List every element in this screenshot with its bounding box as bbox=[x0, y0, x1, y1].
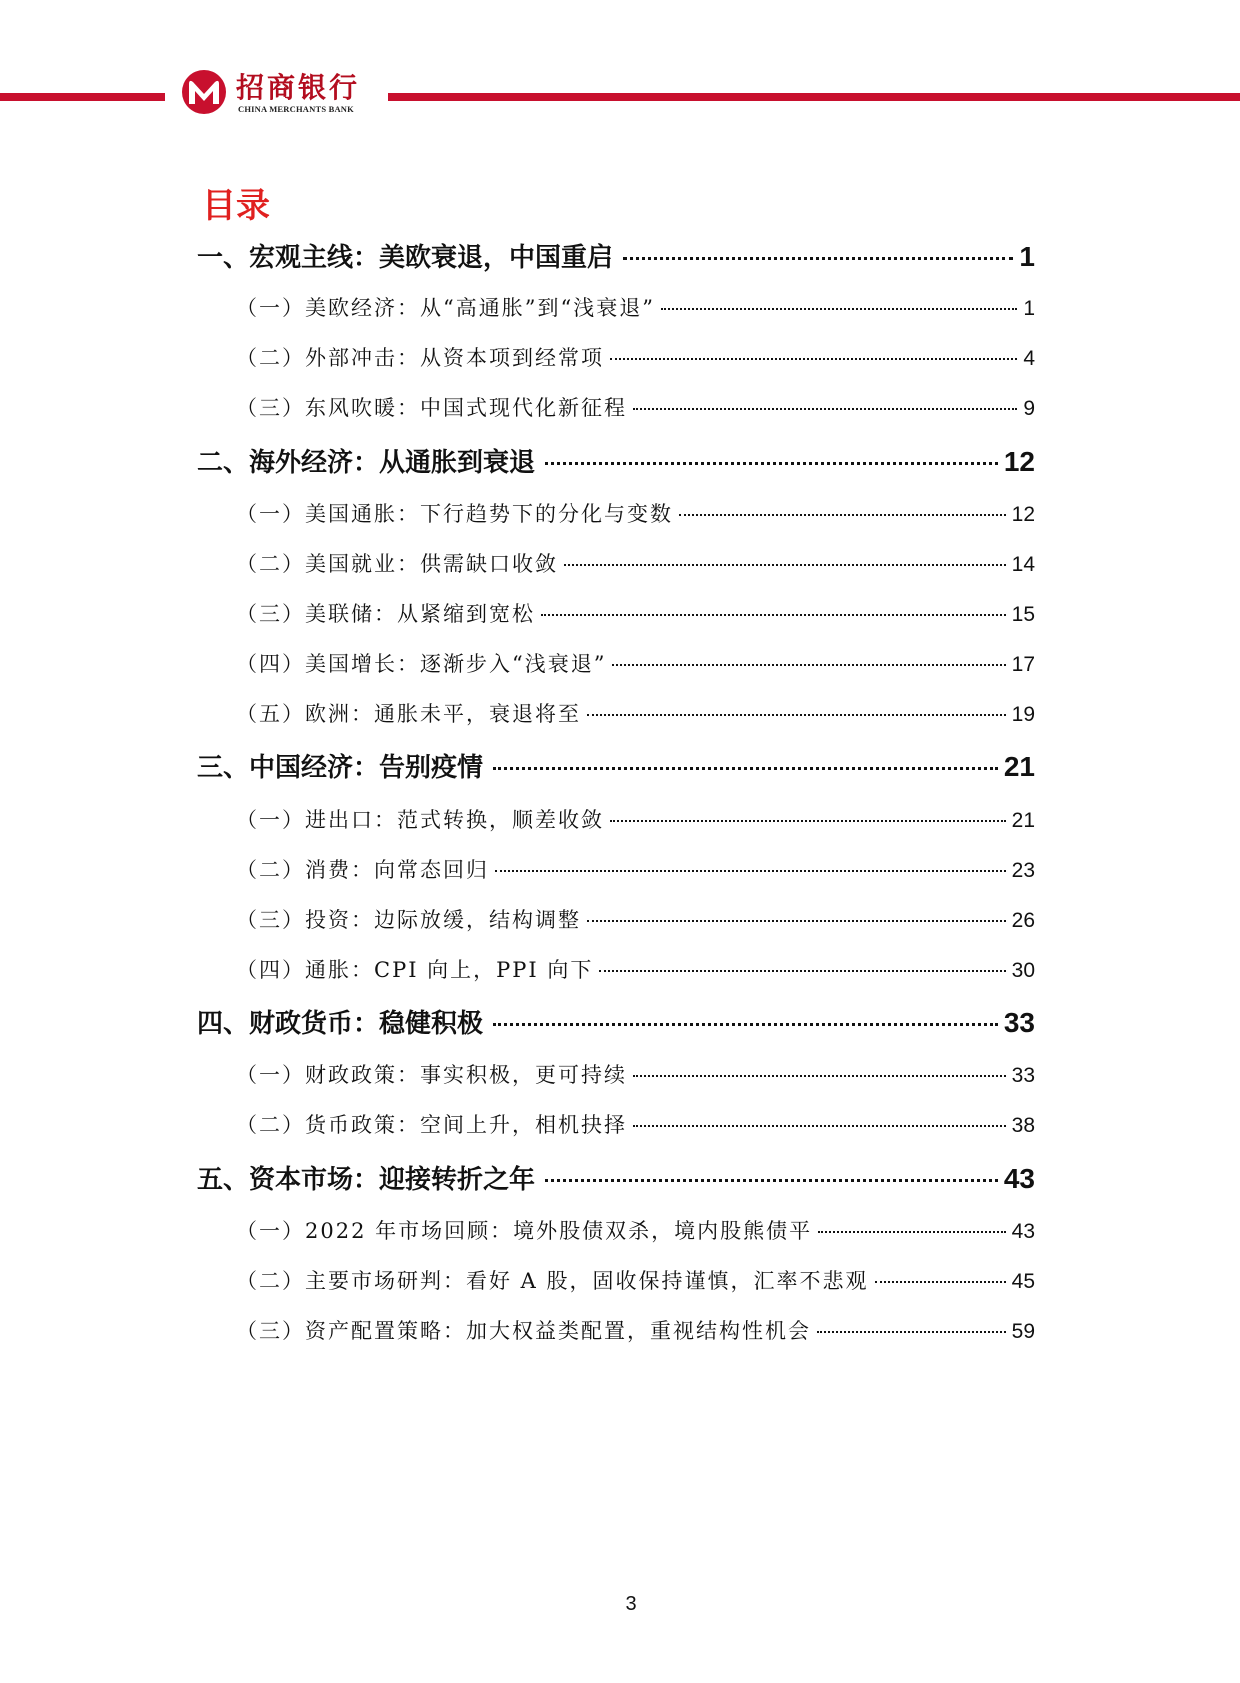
toc-entry-level2[interactable] bbox=[236, 854, 1035, 884]
toc-entry-level1[interactable] bbox=[197, 747, 1035, 781]
toc-entry-page: 23 bbox=[1011, 859, 1035, 882]
toc-entry-label: （三）美联储：从紧缩到宽松 bbox=[236, 602, 535, 626]
toc-entry-label: （一）2022 年市场回顾：境外股债双杀，境内股熊债平 bbox=[236, 1219, 813, 1243]
toc-entry-page: 43 bbox=[1003, 1163, 1035, 1194]
dot-leader bbox=[493, 767, 998, 770]
dot-leader bbox=[493, 1023, 998, 1026]
dot-leader bbox=[587, 714, 1006, 716]
toc-entry-label: （三）资产配置策略：加大权益类配置，重视结构性机会 bbox=[236, 1319, 811, 1343]
dot-leader bbox=[875, 1281, 1006, 1283]
toc-entry-label: （一）美国通胀：下行趋势下的分化与变数 bbox=[236, 502, 673, 526]
toc-entry-label: （二）美国就业：供需缺口收敛 bbox=[236, 552, 558, 576]
toc-entry-label: （二）外部冲击：从资本项到经常项 bbox=[236, 346, 604, 370]
toc-entry-level1[interactable] bbox=[197, 237, 1035, 271]
dot-leader bbox=[545, 1179, 998, 1182]
toc-entry-page: 4 bbox=[1023, 347, 1035, 370]
toc-entry-level2[interactable] bbox=[236, 1109, 1035, 1139]
toc-entry-level2[interactable] bbox=[236, 698, 1035, 728]
toc-entry-page: 30 bbox=[1011, 959, 1035, 982]
toc-entry-label: （三）东风吹暖：中国式现代化新征程 bbox=[236, 396, 627, 420]
china-merchants-bank-logo-icon bbox=[180, 68, 228, 116]
toc-entry-page: 15 bbox=[1011, 603, 1035, 626]
toc-entry-page: 26 bbox=[1011, 909, 1035, 932]
dot-leader bbox=[612, 664, 1005, 666]
dot-leader bbox=[564, 564, 1006, 566]
toc-entry-level2[interactable] bbox=[236, 548, 1035, 578]
toc-entry-level2[interactable] bbox=[236, 292, 1035, 322]
toc-entry-level2[interactable] bbox=[236, 1059, 1035, 1089]
toc-entry-page: 19 bbox=[1011, 703, 1035, 726]
toc-entry-page: 43 bbox=[1011, 1220, 1035, 1243]
toc-entry-label: （一）财政政策：事实积极，更可持续 bbox=[236, 1063, 627, 1087]
toc-entry-level2[interactable] bbox=[236, 954, 1035, 984]
toc-entry-label: （四）通胀：CPI 向上，PPI 向下 bbox=[236, 958, 594, 982]
page-number: 3 bbox=[625, 1593, 637, 1615]
dot-leader bbox=[610, 820, 1006, 822]
header-rule-left bbox=[0, 93, 165, 101]
toc-entry-page: 21 bbox=[1011, 809, 1035, 832]
toc-entry-label: （二）货币政策：空间上升，相机抉择 bbox=[236, 1113, 627, 1137]
toc-entry-label: （一）进出口：范式转换，顺差收敛 bbox=[236, 808, 604, 832]
dot-leader bbox=[541, 614, 1006, 616]
toc-entry-label: （三）投资：边际放缓，结构调整 bbox=[236, 908, 581, 932]
dot-leader bbox=[661, 308, 1017, 310]
toc-entry-level1[interactable] bbox=[197, 442, 1035, 476]
toc-entry-level2[interactable] bbox=[236, 392, 1035, 422]
dot-leader bbox=[633, 1075, 1006, 1077]
toc-entry-label: （二）消费：向常态回归 bbox=[236, 858, 489, 882]
dot-leader bbox=[633, 1125, 1006, 1127]
toc-entry-label: （一）美欧经济：从“高通胀”到“浅衰退” bbox=[236, 296, 655, 320]
dot-leader bbox=[679, 514, 1006, 516]
dot-leader bbox=[610, 358, 1017, 360]
toc-entry-level1[interactable] bbox=[197, 1159, 1035, 1193]
toc-entry-page: 21 bbox=[1003, 751, 1035, 782]
toc-entry-label: 一、宏观主线：美欧衰退，中国重启 bbox=[197, 243, 614, 273]
dot-leader bbox=[633, 408, 1017, 410]
dot-leader bbox=[599, 970, 1005, 972]
toc-entry-level2[interactable] bbox=[236, 648, 1035, 678]
toc-entry-page: 1 bbox=[1019, 241, 1035, 272]
dot-leader bbox=[587, 920, 1006, 922]
toc-entry-level1[interactable] bbox=[197, 1003, 1035, 1037]
toc-entry-level2[interactable] bbox=[236, 498, 1035, 528]
toc-entry-page: 38 bbox=[1011, 1114, 1035, 1137]
toc-entry-level2[interactable] bbox=[236, 1215, 1035, 1245]
toc-entry-page: 12 bbox=[1003, 446, 1035, 477]
brand-name-cn: 招商银行 bbox=[236, 71, 361, 104]
toc-entry-label: 二、海外经济：从通胀到衰退 bbox=[197, 448, 536, 478]
dot-leader bbox=[545, 462, 998, 465]
toc-entry-level2[interactable] bbox=[236, 804, 1035, 834]
dot-leader bbox=[818, 1231, 1006, 1233]
toc-entry-page: 9 bbox=[1023, 397, 1035, 420]
toc-entry-label: 四、财政货币：稳健积极 bbox=[197, 1009, 484, 1039]
dot-leader bbox=[817, 1331, 1006, 1333]
header-rule-right bbox=[388, 93, 1240, 101]
toc-entry-label: （二）主要市场研判：看好 A 股，固收保持谨慎，汇率不悲观 bbox=[236, 1269, 869, 1293]
toc-entry-page: 33 bbox=[1003, 1007, 1035, 1038]
dot-leader bbox=[623, 257, 1013, 260]
toc-entry-page: 1 bbox=[1023, 297, 1035, 320]
toc-entry-label: （四）美国增长：逐渐步入“浅衰退” bbox=[236, 652, 607, 676]
toc-entry-label: （五）欧洲：通胀未平，衰退将至 bbox=[236, 702, 581, 726]
toc-entry-page: 12 bbox=[1011, 503, 1035, 526]
toc-entry-level2[interactable] bbox=[236, 342, 1035, 372]
toc-entry-page: 17 bbox=[1011, 653, 1035, 676]
toc-entry-page: 45 bbox=[1011, 1270, 1035, 1293]
toc-entry-level2[interactable] bbox=[236, 904, 1035, 934]
page-header bbox=[0, 60, 1240, 120]
dot-leader bbox=[495, 870, 1006, 872]
toc-entry-page: 59 bbox=[1011, 1320, 1035, 1343]
toc-entry-level2[interactable] bbox=[236, 1315, 1035, 1345]
toc-entry-level2[interactable] bbox=[236, 598, 1035, 628]
toc-title: 目录 bbox=[202, 186, 270, 226]
toc-entry-label: 五、资本市场：迎接转折之年 bbox=[197, 1165, 536, 1195]
toc-entry-label: 三、中国经济：告别疫情 bbox=[197, 753, 484, 783]
toc-entry-page: 14 bbox=[1011, 553, 1035, 576]
toc-entry-level2[interactable] bbox=[236, 1265, 1035, 1295]
toc-entry-page: 33 bbox=[1011, 1064, 1035, 1087]
brand-name-en: CHINA MERCHANTS BANK bbox=[238, 104, 354, 114]
